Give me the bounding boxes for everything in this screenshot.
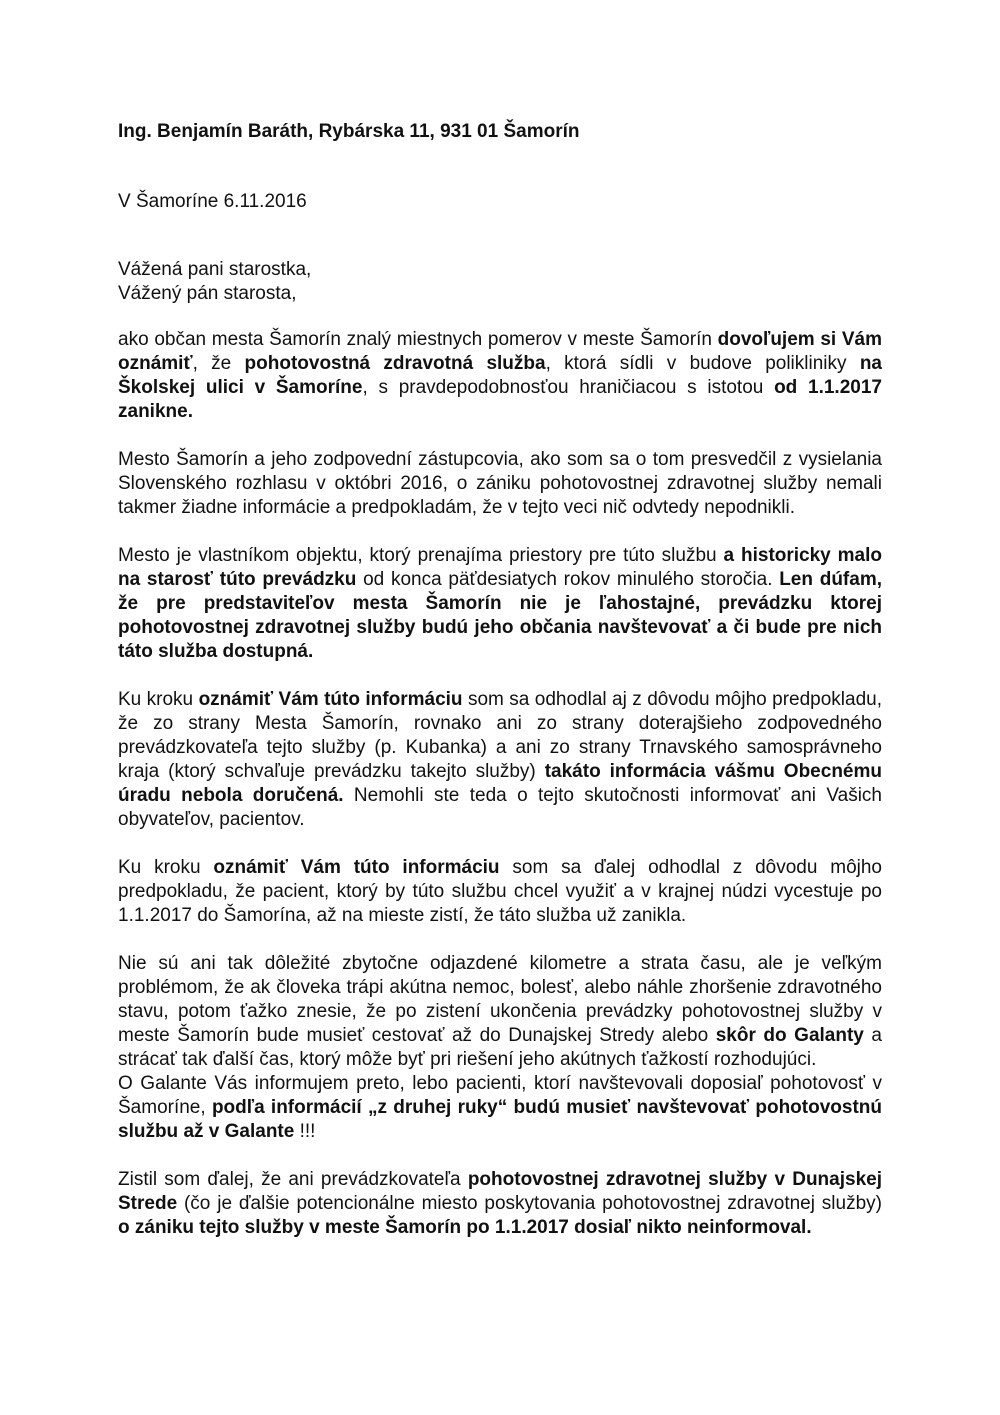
text-run: Nie sú ani tak dôležité zbytočne odjazdené kilometre a strata času, ale je veľkým problémom, že ak človeka trápi akútna nemoc, bolesť, alebo náhle zhoršenie zdravotného stavu, potom ťažko znesie, že po zistení ukončenia prevádzky pohotovostnej služby v meste Šamorín bude musieť cestovať až do Dunajskej Stredy alebo <box>118 953 882 1046</box>
text-run: Ku kroku <box>118 689 199 710</box>
bold-text: o zániku tejto služby v meste Šamorín po 1.1.2017 dosiaľ nikto neinformoval. <box>118 1217 812 1238</box>
date-line: V Šamoríne 6.11.2016 <box>118 191 307 212</box>
salutation-line-2: Vážený pán starosta, <box>118 283 297 304</box>
text-run: Zistil som ďalej, že ani prevádzkovateľa <box>118 1169 468 1190</box>
text-run: som sa ďalej odhodlal z dôvodu môjho predpokladu, že pacient, ktorý by túto službu chcel využiť a v krajnej núdzi vycestuje po 1.1.2017 do Šamorína, až na mieste zistí, že táto služba už zanikla. <box>118 857 882 926</box>
bold-text: na Školskej ulici v Šamoríne <box>118 353 882 398</box>
paragraph-2 <box>118 448 882 520</box>
text-run: a strácať tak ďalší čas, ktorý môže byť pri riešení jeho akútnych ťažkostí rozhodujúci. <box>118 1025 882 1070</box>
bold-text: od 1.1.2017 zanikne. <box>118 377 882 422</box>
text-run: Nemohli ste teda o tejto skutočnosti informovať ani Vašich obyvateľov, pacientov. <box>118 785 882 830</box>
bold-text: oznámiť Vám túto informáciu <box>198 689 463 710</box>
paragraph-5 <box>118 856 882 928</box>
bold-text: podľa informácií „z druhej ruky“ budú musieť navštevovať pohotovostnú službu až v Galante <box>118 1097 883 1142</box>
salutation <box>118 258 311 306</box>
paragraph-1 <box>118 328 882 424</box>
paragraph-4 <box>118 688 882 832</box>
paragraph-3 <box>118 544 882 664</box>
text-run: (čo je ďalšie potencionálne miesto poskytovania pohotovostnej zdravotnej služby) <box>177 1193 882 1214</box>
paragraph-6 <box>118 952 882 1072</box>
sender-address: Ing. Benjamín Baráth, Rybárska 11, 931 01 Šamorín <box>118 121 580 142</box>
bold-text: pohotovostnej zdravotnej služby v Dunajskej Strede <box>118 1169 882 1214</box>
text-run: Mesto je vlastníkom objektu, ktorý prenajíma priestory pre túto službu <box>118 545 724 566</box>
text-run: ako občan mesta Šamorín znalý miestnych pomerov v meste Šamorín <box>118 329 718 350</box>
bold-text: pohotovostná zdravotná služba <box>244 353 546 374</box>
bold-text: Len dúfam, že pre predstaviteľov mesta Šamorín nie je ľahostajné, prevádzku ktorej pohotovostnej zdravotnej služby budú jeho občania navštevovať a či bude pre nich táto služba dostupná. <box>118 569 882 662</box>
text-run: Ku kroku <box>118 857 214 878</box>
paragraph-8 <box>118 1168 882 1240</box>
text-run: som sa odhodlal aj z dôvodu môjho predpokladu, že zo strany Mesta Šamorín, rovnako ani zo strany doterajšieho zodpovedného prevádzkovateľa tejto služby (p. Kubanka) a ani zo strany Trnavského samosprávneho kraja (ktorý schvaľuje prevádzku takejto služby) <box>118 689 882 782</box>
bold-text: takáto informácia vášmu Obecnému úradu nebola doručená. <box>118 761 882 806</box>
bold-text: oznámiť Vám túto informáciu <box>213 857 500 878</box>
text-run: O Galante Vás informujem preto, lebo pacienti, ktorí navštevovali doposiaľ pohotovosť v Šamoríne, <box>118 1073 882 1118</box>
text-run: !!! <box>294 1121 316 1142</box>
text-run: , ktorá sídli v budove polikliniky <box>545 353 860 374</box>
text-run: Mesto Šamorín a jeho zodpovední zástupcovia, ako som sa o tom presvedčil z vysielania Slovenského rozhlasu v októbri 2016, o zániku pohotovostnej zdravotnej služby nemali takmer žiadne informácie a predpokladám, že v tejto veci nič odvtedy nepodnikli. <box>118 449 882 518</box>
bold-text: dovoľujem si Vám oznámiť <box>118 329 882 374</box>
text-run: , s pravdepodobnosťou hraničiacou s istotou <box>362 377 775 398</box>
bold-text: a historicky malo na starosť túto prevádzku <box>118 545 882 590</box>
bold-text: skôr do Galanty <box>715 1025 864 1046</box>
paragraph-7 <box>118 1072 882 1144</box>
letter-body <box>118 328 882 1264</box>
salutation-line-1: Vážená pani starostka, <box>118 259 312 280</box>
text-run: , že <box>192 353 245 374</box>
text-run: od konca päťdesiatych rokov minulého storočia. <box>356 569 780 590</box>
